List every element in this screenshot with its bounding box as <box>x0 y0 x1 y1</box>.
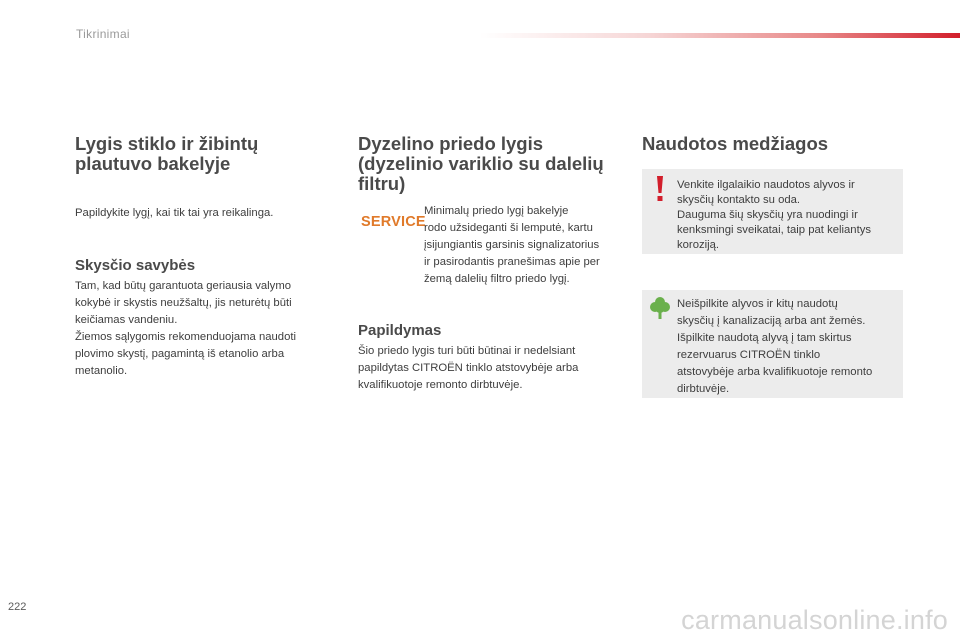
header-accent-bar <box>480 33 960 38</box>
eco-tree-icon <box>650 296 670 320</box>
service-light-description: Minimalų priedo lygį bakelyje rodo užsideganti ši lemputė, kartu įsijungiantis garsinis signalizatorius ir pasirodantis pranešimas apie per žemą dalelių filtro priedo lygį. <box>424 205 600 285</box>
header-section-title: Tikrinimai <box>76 27 130 41</box>
eco-box <box>642 290 903 398</box>
page-number: 222 <box>8 601 27 613</box>
topping-up-body: Šio priedo lygis turi būti būtinai ir nedelsiant papildytas CITROËN tinklo atstovybėje arba kvalifikuotoje remonto dirbtuvėje. <box>358 345 579 391</box>
watermark: carmanualsonline.info <box>681 605 948 635</box>
diesel-additive-title: Dyzelino priedo lygis (dyzelinio variklio su dalelių filtru) <box>358 133 604 194</box>
fluid-properties-body: Tam, kad būtų garantuota geriausia valymo kokybė ir skystis neužšaltų, jis neturėtų būti keičiamas vandeniu. Žiemos sąlygomis rekomenduojama naudoti plovimo skystį, pagamintą iš etanolio arba metanolio. <box>75 280 297 377</box>
washer-fluid-intro: Papildykite lygį, kai tik tai yra reikalinga. <box>75 207 274 219</box>
topping-up-subtitle: Papildymas <box>358 322 442 339</box>
used-products-title: Naudotos medžiagos <box>642 133 829 154</box>
warning-text: Venkite ilgalaikio naudotos alyvos ir skysčių kontakto su oda. Dauguma šių skysčių yra nuodingi ir kenksmingi sveikatai, taip pat keliantys koroziją. <box>677 179 872 251</box>
service-warning-light-icon: SERVICE <box>361 214 426 230</box>
eco-text: Neišpilkite alyvos ir kitų naudotų skysčių į kanalizaciją arba ant žemės. Išpilkite naudotą alyvą į tam skirtus rezervuarus CITROËN tinklo atstovybėje arba kvalifikuotoje remonto dirbtuvėje. <box>677 298 873 395</box>
fluid-properties-subtitle: Skysčio savybės <box>75 257 196 274</box>
washer-fluid-title: Lygis stiklo ir žibintų plautuvo bakelyje <box>75 133 259 174</box>
warning-exclamation-icon <box>652 175 668 203</box>
warning-box <box>642 169 903 254</box>
